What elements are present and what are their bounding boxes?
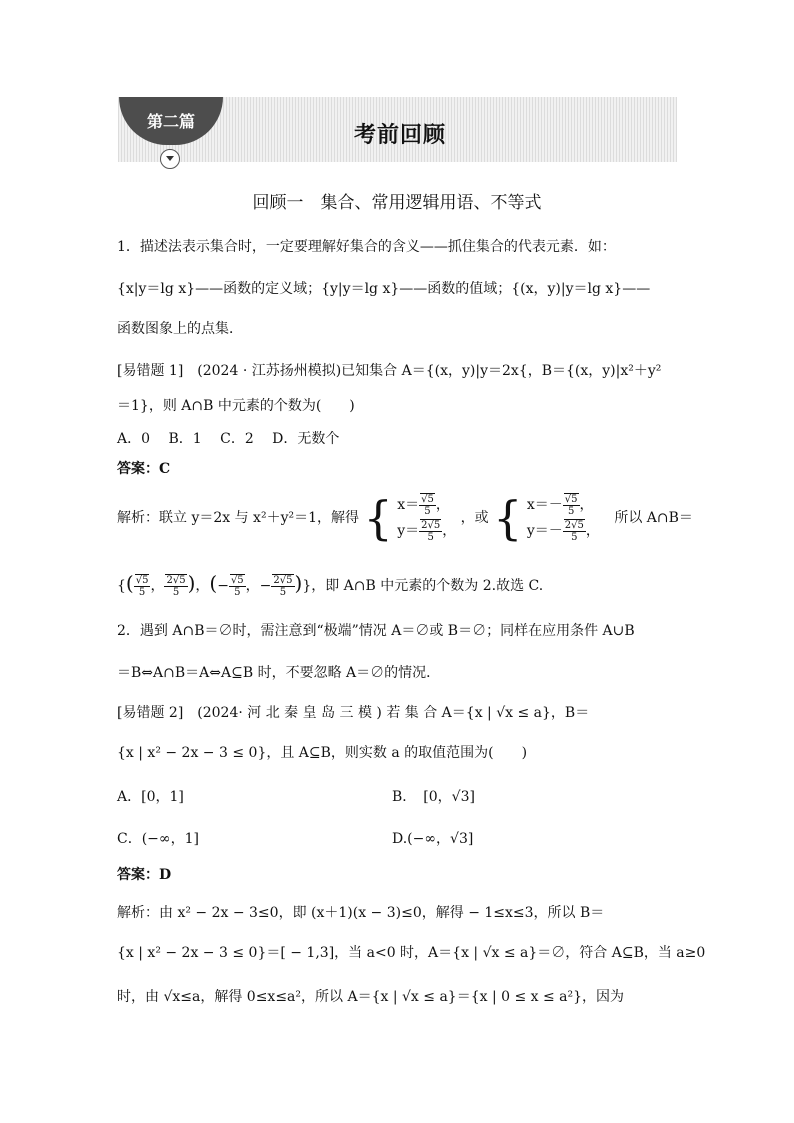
page-title: 考前回顾: [354, 123, 447, 148]
q2-option-c: C．(−∞，1]: [117, 831, 199, 847]
q1-solution-line2: {( $\frac{√5}{5}$ ， $\frac{2√5}{5}$ )，(− $\frac{√5}{5}$ ，− $\frac{2√5}{5}$ )}，即 A∩B 中元素的个数为 2.故选 C.: [117, 571, 544, 598]
left-brace: {: [363, 491, 393, 545]
item2-line2: ＝B⇔A∩B＝A⇔A⊆B 时，不要忽略 A＝∅的情况．: [117, 665, 441, 681]
q2-line2: {x | x² − 2x − 3 ≤ 0}，且 A⊆B，则实数 a 的取值范围为( ): [117, 745, 528, 761]
left-brace: {: [493, 491, 523, 545]
q1-line1: [易错题 1] (2024 · 江苏扬州模拟)已知集合 A＝{(x，y)|y＝2x{，B＝{(x，y)|x²＋y²: [117, 363, 662, 379]
q1-answer: 答案：C: [117, 461, 171, 477]
section-title: 回顾一 集合、常用逻辑用语、不等式: [252, 193, 542, 213]
q2-solution-line3: 时，由 √x≤a，解得 0≤x≤a²，所以 A＝{x | √x ≤ a}＝{x | 0 ≤ x ≤ a²}，因为: [117, 989, 625, 1005]
q2-option-a: A．[0，1]: [117, 789, 184, 805]
q2-solution-line1: 解析：由 x² − 2x − 3≤0，即 (x＋1)(x − 3)≤0，解得 − 1≤x≤3，所以 B＝: [117, 905, 605, 921]
system-1: x＝ $\frac{√5}{5}$ ， y＝ $\frac{2√5}{5}$ ，: [397, 493, 457, 543]
item1-line1: 1．描述法表示集合时，一定要理解好集合的含义——抓住集合的代表元素．如：: [117, 239, 616, 255]
q2-solution-line2: {x | x² − 2x − 3 ≤ 0}＝[ − 1,3]，当 a<0 时，A＝{x | √x ≤ a}＝∅，符合 A⊆B，当 a≥0: [117, 945, 706, 961]
q1-or: ，或: [460, 510, 489, 526]
q1-options: A．0 B．1 C．2 D．无数个: [117, 431, 340, 447]
q1-sol-end: 所以 A∩B＝: [614, 510, 693, 526]
q2-option-d: D.(−∞，√3]: [392, 831, 474, 847]
part-tab-label: 第二篇: [146, 112, 195, 131]
system-2: x＝－ $\frac{√5}{5}$ ， y＝－ $\frac{2√5}{5}$ ，: [526, 493, 600, 543]
q2-option-b: B． [0，√3]: [392, 789, 475, 805]
q1-solution-line1: [117, 488, 693, 548]
q2-answer: 答案：D: [117, 867, 172, 883]
chevron-down-icon[interactable]: [160, 149, 180, 169]
item1-line2: {x|y＝lg x}——函数的定义域；{y|y＝lg x}——函数的值域；{(x，y)|y＝lg x}——: [117, 281, 651, 297]
q1-line2: ＝1}，则 A∩B 中元素的个数为( ): [117, 398, 355, 414]
item1-line3: 函数图象上的点集．: [117, 321, 243, 337]
q2-line1: [易错题 2] (2024· 河 北 秦 皇 岛 三 模 ) 若 集 合 A＝{x | √x ≤ a}，B＝: [117, 705, 590, 721]
q1-sol-start: 解析：联立 y＝2x 与 x²＋y²＝1，解得: [117, 510, 359, 526]
item2-line1: 2．遇到 A∩B＝∅时，需注意到“极端”情况 A＝∅或 B＝∅；同样在应用条件 A∪B: [117, 623, 635, 639]
